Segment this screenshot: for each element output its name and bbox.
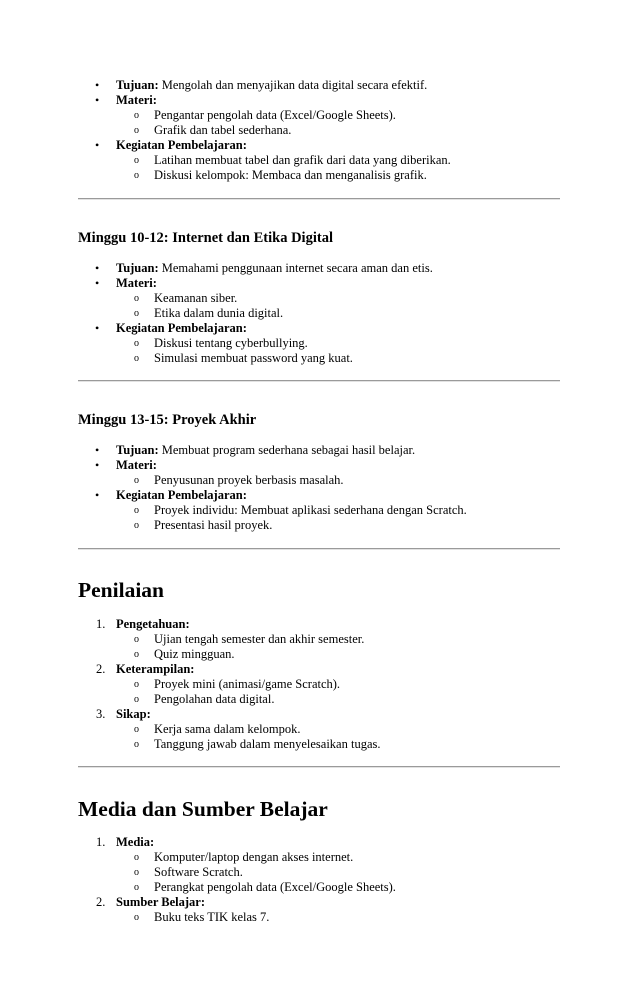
list-item: Latihan membuat tabel dan grafik dari data yang diberikan. xyxy=(154,153,451,167)
horizontal-rule xyxy=(78,380,560,382)
bullet-icon: • xyxy=(95,488,100,502)
list-number: 3. xyxy=(96,707,106,721)
list-item: Kerja sama dalam kelompok. xyxy=(154,722,301,736)
sub-bullet-icon: o xyxy=(134,125,139,136)
list-item: Kegiatan Pembelajaran: xyxy=(116,138,247,152)
sub-bullet-icon: o xyxy=(134,475,139,486)
bullet-icon: • xyxy=(95,443,100,457)
sub-bullet-icon: o xyxy=(134,505,139,516)
list-item: Grafik dan tabel sederhana. xyxy=(154,123,292,137)
list-item: Media: xyxy=(116,835,155,849)
list-item: Proyek individu: Membuat aplikasi sederhana dengan Scratch. xyxy=(154,503,467,517)
horizontal-rule xyxy=(78,198,560,200)
list-item: Keamanan siber. xyxy=(154,291,238,305)
list-item: Komputer/laptop dengan akses internet. xyxy=(154,850,354,864)
list-item: Pengantar pengolah data (Excel/Google Sheets). xyxy=(154,108,396,122)
list-item: Quiz mingguan. xyxy=(154,647,235,661)
list-item: Tujuan: Mengolah dan menyajikan data digital secara efektif. xyxy=(116,78,428,92)
list-item: Keterampilan: xyxy=(116,662,195,676)
section-title: Penilaian xyxy=(78,578,165,602)
list-item: Software Scratch. xyxy=(154,865,243,879)
list-item: Sikap: xyxy=(116,707,151,721)
list-number: 2. xyxy=(96,895,106,909)
list-number: 1. xyxy=(96,835,106,849)
sub-bullet-icon: o xyxy=(134,520,139,531)
sub-bullet-icon: o xyxy=(134,679,139,690)
list-item: Materi: xyxy=(116,276,157,290)
list-item: Penyusunan proyek berbasis masalah. xyxy=(154,473,344,487)
list-item: Tanggung jawab dalam menyelesaikan tugas. xyxy=(154,737,381,751)
sub-bullet-icon: o xyxy=(134,170,139,181)
bullet-icon: • xyxy=(95,321,100,335)
list-item: Perangkat pengolah data (Excel/Google Sheets). xyxy=(154,880,396,894)
list-item: Pengetahuan: xyxy=(116,617,190,631)
sub-bullet-icon: o xyxy=(134,338,139,349)
list-item: Tujuan: Memahami penggunaan internet secara aman dan etis. xyxy=(116,261,433,275)
sub-bullet-icon: o xyxy=(134,308,139,319)
bullet-icon: • xyxy=(95,276,100,290)
bullet-icon: • xyxy=(95,261,100,275)
list-item: Materi: xyxy=(116,93,157,107)
bullet-icon: • xyxy=(95,138,100,152)
list-item: Etika dalam dunia digital. xyxy=(154,306,284,320)
list-item: Diskusi tentang cyberbullying. xyxy=(154,336,308,350)
section-title: Media dan Sumber Belajar xyxy=(78,797,328,821)
bullet-icon: • xyxy=(95,78,100,92)
sub-bullet-icon: o xyxy=(134,882,139,893)
list-item: Pengolahan data digital. xyxy=(154,692,275,706)
sub-bullet-icon: o xyxy=(134,867,139,878)
horizontal-rule xyxy=(78,548,560,550)
list-item: Ujian tengah semester dan akhir semester. xyxy=(154,632,365,646)
list-item: Simulasi membuat password yang kuat. xyxy=(154,351,353,365)
bullet-icon: • xyxy=(95,93,100,107)
sub-bullet-icon: o xyxy=(134,110,139,121)
sub-bullet-icon: o xyxy=(134,649,139,660)
section-heading: Minggu 13-15: Proyek Akhir xyxy=(78,412,257,428)
list-item: Sumber Belajar: xyxy=(116,895,205,909)
sub-bullet-icon: o xyxy=(134,694,139,705)
bullet-icon: • xyxy=(95,458,100,472)
sub-bullet-icon: o xyxy=(134,739,139,750)
list-item: Presentasi hasil proyek. xyxy=(154,518,273,532)
list-item: Buku teks TIK kelas 7. xyxy=(154,910,270,924)
list-item: Tujuan: Membuat program sederhana sebagai hasil belajar. xyxy=(116,443,416,457)
list-item: Materi: xyxy=(116,458,157,472)
sub-bullet-icon: o xyxy=(134,155,139,166)
section-heading: Minggu 10-12: Internet dan Etika Digital xyxy=(78,230,333,246)
sub-bullet-icon: o xyxy=(134,912,139,923)
list-item: Diskusi kelompok: Membaca dan menganalisis grafik. xyxy=(154,168,427,182)
list-number: 2. xyxy=(96,662,106,676)
list-item: Kegiatan Pembelajaran: xyxy=(116,488,247,502)
sub-bullet-icon: o xyxy=(134,353,139,364)
sub-bullet-icon: o xyxy=(134,724,139,735)
sub-bullet-icon: o xyxy=(134,852,139,863)
sub-bullet-icon: o xyxy=(134,293,139,304)
horizontal-rule xyxy=(78,766,560,768)
list-item: Kegiatan Pembelajaran: xyxy=(116,321,247,335)
sub-bullet-icon: o xyxy=(134,634,139,645)
list-item: Proyek mini (animasi/game Scratch). xyxy=(154,677,341,691)
list-number: 1. xyxy=(96,617,106,631)
